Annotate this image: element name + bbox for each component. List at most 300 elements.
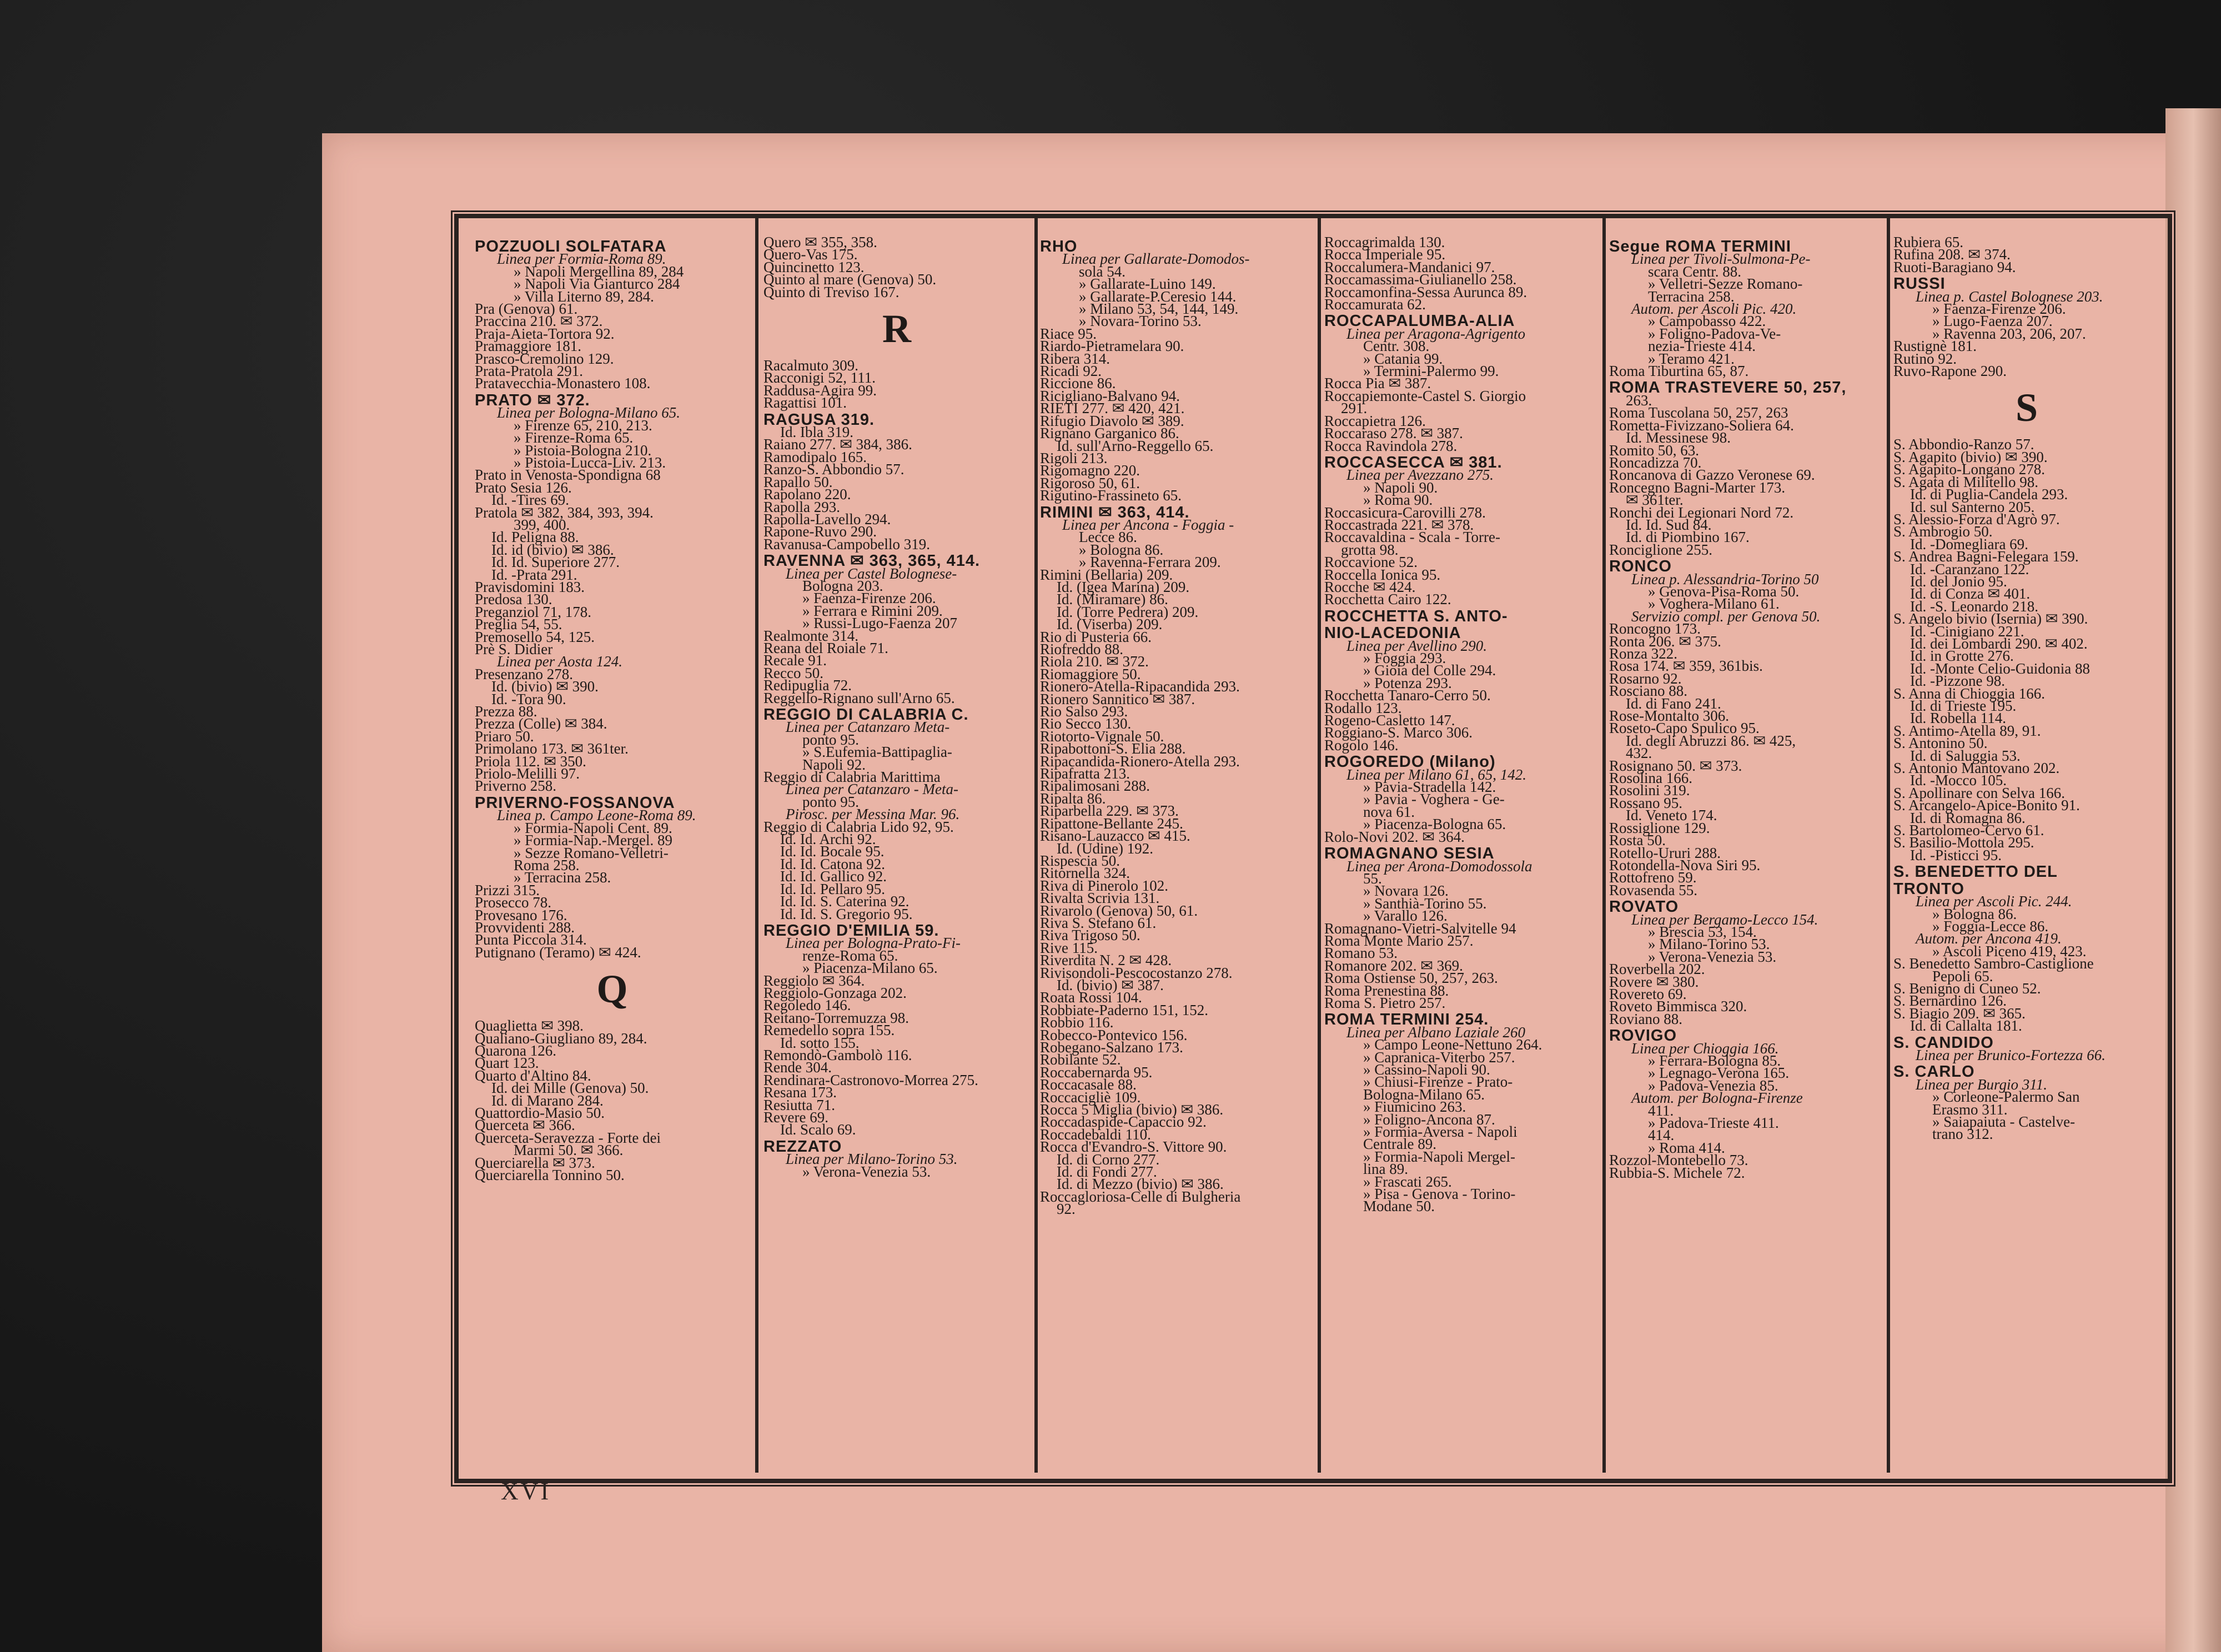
index-entry: Linea per Brunico-Fortezza 66. <box>1916 1046 2106 1063</box>
index-entry: Prato in Venosta-Spondigna 68 <box>475 466 661 484</box>
index-entry: Roccabernarda 95. <box>1040 1063 1153 1081</box>
index-entry: » Voghera-Milano 61. <box>1648 595 1780 612</box>
index-entry: Roccapietra 126. <box>1324 412 1426 429</box>
index-entry: Linea per Arona-Domodossola <box>1346 857 1532 875</box>
index-entry: Id. -S. Leonardo 218. <box>1910 597 2038 615</box>
index-entry: Quinto di Treviso 167. <box>763 283 900 300</box>
index-entry: » Santhià-Torino 55. <box>1363 895 1487 912</box>
index-entry: » Campo Leone-Nettuno 264. <box>1363 1036 1542 1053</box>
index-entry: Roccadebaldi 110. <box>1040 1126 1151 1143</box>
index-entry: » Potenza 293. <box>1363 674 1452 691</box>
index-entry: Priaro 50. <box>475 727 534 745</box>
index-entry: » Terracina 258. <box>514 869 611 886</box>
index-entry: Rive 115. <box>1040 939 1098 956</box>
index-column-6 <box>1893 236 2160 1466</box>
index-entry: Riace 95. <box>1040 325 1097 342</box>
index-entry: Roccella Ionica 95. <box>1324 566 1441 583</box>
index-entry: Rutino 92. <box>1893 350 1957 367</box>
index-entry: Roviano 88. <box>1609 1010 1682 1027</box>
index-entry: Id. Id. Sud 84. <box>1626 516 1712 533</box>
index-entry: Quattordio-Masio 50. <box>475 1104 605 1121</box>
index-entry: Rocca 5 Miglia (bivio) ✉ 386. <box>1040 1101 1224 1118</box>
index-entry: Ronciglione 255. <box>1609 541 1712 558</box>
index-entry: Id. di Mezzo (bivio) ✉ 386. <box>1057 1176 1224 1193</box>
index-entry: » Ravenna 203, 206, 207. <box>1932 325 2086 342</box>
index-entry: Roccacigliè 109. <box>1040 1088 1141 1106</box>
index-entry: Id. Id. S. Gregorio 95. <box>780 905 913 922</box>
index-entry: Rottofreno 59. <box>1609 869 1697 886</box>
index-entry: » Corleone-Palermo San <box>1932 1088 2080 1106</box>
index-entry: Rosciano 88. <box>1609 682 1687 700</box>
index-entry: Erasmo 311. <box>1932 1101 2008 1118</box>
index-heading: RAVENNA ✉ 363, 365, 414. <box>763 552 981 570</box>
index-column-3 <box>1040 236 1313 1466</box>
index-entry: lina 89. <box>1363 1161 1408 1178</box>
index-entry: Ruvo-Rapone 290. <box>1893 363 2007 380</box>
index-entry: Reggio di Calabria Marittima <box>763 769 941 786</box>
index-entry: Autom. per Ancona 419. <box>1916 930 2062 947</box>
index-entry: Roccamonfina-Sessa Aurunca 89. <box>1324 283 1527 300</box>
index-entry: Id. degli Abruzzi 86. ✉ 425, <box>1626 732 1796 749</box>
index-entry: » Formia-Aversa - Napoli <box>1363 1123 1517 1141</box>
index-entry: Pratola ✉ 382, 384, 393, 394. <box>475 504 654 521</box>
index-entry: Rozzol-Montebello 73. <box>1609 1152 1748 1169</box>
index-heading: S. BENEDETTO DEL <box>1893 863 2058 881</box>
index-heading: ROVIGO <box>1609 1027 1677 1045</box>
index-entry: S. Bernardino 126. <box>1893 992 2007 1010</box>
column-divider <box>1034 217 1038 1473</box>
index-entry: RIETI 277. ✉ 420, 421. <box>1040 400 1185 417</box>
index-entry: 291. <box>1341 400 1368 417</box>
index-entry: Linea per Catanzaro Meta- <box>786 719 950 736</box>
index-entry: Id. Peligna 88. <box>491 529 579 546</box>
index-entry: Linea per Aragona-Agrigento <box>1346 325 1525 342</box>
index-entry: Roccadaspide-Capaccio 92. <box>1040 1113 1207 1131</box>
section-letter: S <box>2015 385 2038 430</box>
index-entry: Preganziol 71, 178. <box>475 603 591 620</box>
index-entry: Ripacandida-Rionero-Atella 293. <box>1040 752 1240 770</box>
index-entry: » Padova-Trieste 411. <box>1648 1114 1779 1132</box>
index-entry: Linea per Gallarate-Domodos- <box>1062 250 1250 268</box>
index-entry: Quart 123. <box>475 1055 539 1072</box>
index-entry: Linea per Bologna-Milano 65. <box>497 404 680 421</box>
index-entry: Linea per Burgio 311. <box>1916 1076 2047 1093</box>
index-entry: Rose-Montalto 306. <box>1609 707 1729 725</box>
index-entry: » Varallo 126. <box>1363 907 1448 925</box>
index-entry: Rotello-Ururi 288. <box>1609 844 1721 861</box>
index-entry: Id. Id. S. Caterina 92. <box>780 893 909 910</box>
index-entry: Quaglietta ✉ 398. <box>475 1017 584 1035</box>
index-entry: Rapolla 293. <box>763 498 840 515</box>
index-entry: Linea per Bologna-Prato-Fi- <box>786 935 961 952</box>
index-entry: » Pisa - Genova - Torino- <box>1363 1186 1516 1203</box>
index-entry: » Milano 53, 54, 144, 149. <box>1079 300 1239 318</box>
index-entry: Pratavecchia-Monastero 108. <box>475 375 651 392</box>
index-entry: Autom. per Ascoli Pic. 420. <box>1631 300 1797 318</box>
index-entry: Riomaggiore 50. <box>1040 665 1141 682</box>
index-entry: Punta Piccola 314. <box>475 931 587 948</box>
index-entry: Racconigi 52, 111. <box>763 369 876 386</box>
index-entry: 411. <box>1648 1102 1674 1119</box>
index-entry: Id. -Domegliara 69. <box>1910 535 2028 553</box>
index-entry: Rivarolo (Genova) 50, 61. <box>1040 902 1198 919</box>
index-entry: Ripalimosani 288. <box>1040 777 1150 795</box>
index-entry: S. Arcangelo-Apice-Bonito 91. <box>1893 797 2080 814</box>
index-entry: Rovere ✉ 380. <box>1609 973 1699 990</box>
index-entry: Centr. 308. <box>1363 338 1430 355</box>
index-entry: S. Andrea Bagni-Felegara 159. <box>1893 548 2079 565</box>
index-entry: Roseto-Capo Spulico 95. <box>1609 720 1760 737</box>
index-entry: Roncadizza 70. <box>1609 454 1702 471</box>
index-entry: Revere 69. <box>763 1109 828 1126</box>
index-entry: Rosignano 50. ✉ 373. <box>1609 757 1742 774</box>
index-entry: Recale 91. <box>763 652 827 669</box>
index-entry: Rogeno-Casletto 147. <box>1324 712 1455 729</box>
index-entry: Rubiera 65. <box>1893 236 1963 250</box>
index-entry: Rosarno 92. <box>1609 670 1682 687</box>
index-entry: Ruoti-Baragiano 94. <box>1893 258 2016 275</box>
index-entry: Id. (bivio) ✉ 390. <box>491 678 599 695</box>
index-entry: Romanore 202. ✉ 369. <box>1324 957 1463 974</box>
index-entry: Qualiano-Giugliano 89, 284. <box>475 1030 647 1047</box>
index-entry: Id. Id. Superiore 277. <box>491 554 620 571</box>
index-entry: Ragattisi 101. <box>763 394 847 411</box>
index-entry: Roma Prenestina 88. <box>1324 982 1449 999</box>
index-entry: Prato Sesia 126. <box>475 479 572 496</box>
index-entry: » Bologna 86. <box>1079 541 1164 558</box>
index-entry: Linea per Ancona - Foggia - <box>1062 516 1234 533</box>
index-heading: NIO-LACEDONIA <box>1324 624 1461 642</box>
index-entry: Rodallo 123. <box>1324 699 1402 716</box>
index-entry: Roncogno 173. <box>1609 620 1701 637</box>
index-entry: » Piacenza-Bologna 65. <box>1363 816 1506 833</box>
index-entry: » Chiusi-Firenze - Prato- <box>1363 1073 1513 1091</box>
index-entry: » Bologna 86. <box>1932 905 2017 922</box>
index-entry: Quero-Vas 175. <box>763 246 858 263</box>
index-entry: Riotorto-Vignale 50. <box>1040 727 1164 745</box>
index-entry: Roccagloriosa-Celle di Bulgheria <box>1040 1188 1241 1205</box>
index-entry: Roma Monte Mario 257. <box>1324 932 1474 949</box>
index-entry: Napoli 92. <box>802 756 866 773</box>
index-entry: Recco 50. <box>763 664 823 681</box>
index-entry: Rigomagno 220. <box>1040 462 1140 479</box>
index-column-5 <box>1609 236 1882 1466</box>
index-entry: Roccamassima-Giulianello 258. <box>1324 271 1517 288</box>
index-entry: Roma 258. <box>514 856 580 873</box>
index-heading: REGGIO D'EMILIA 59. <box>763 921 939 940</box>
index-entry: Id. Id. Archi 92. <box>780 831 876 848</box>
index-heading: ROGOREDO (Milano) <box>1324 753 1496 771</box>
index-entry: Roccaraso 278. ✉ 387. <box>1324 425 1463 442</box>
index-entry: Bologna-Milano 65. <box>1363 1086 1485 1103</box>
index-entry: Rigoli 213. <box>1040 449 1108 466</box>
index-heading: RONCO <box>1609 558 1672 576</box>
index-entry: renze-Roma 65. <box>802 947 898 964</box>
index-entry: Id. (Torre Pedrera) 209. <box>1057 603 1199 620</box>
index-column-4 <box>1324 236 1598 1466</box>
index-entry: ponto 95. <box>802 731 860 748</box>
index-heading: ROCCAPALUMBA-ALIA <box>1324 312 1515 330</box>
index-entry: Linea per Albano Laziale 260 <box>1346 1023 1526 1041</box>
index-entry: Rocca d'Evandro-S. Vittore 90. <box>1040 1138 1227 1156</box>
index-entry: Rovereto 69. <box>1609 985 1687 1002</box>
index-entry: Id. di Trieste 195. <box>1910 697 2017 714</box>
index-entry: Linea per Milano 61, 65, 142. <box>1346 766 1526 783</box>
index-entry: S. Bartolomeo-Cervo 61. <box>1893 822 2044 839</box>
index-column-2 <box>763 236 1030 1466</box>
index-entry: Riverdita N. 2 ✉ 428. <box>1040 952 1172 969</box>
index-entry: Racalmuto 309. <box>763 357 858 374</box>
index-entry: Riola 210. ✉ 372. <box>1040 653 1149 670</box>
index-entry: Ronchi dei Legionari Nord 72. <box>1609 504 1794 521</box>
index-entry: Linea per Bergamo-Lecco 154. <box>1631 911 1818 928</box>
index-entry: S. Antimo-Atella 89, 91. <box>1893 722 2041 739</box>
index-entry: Rossano 95. <box>1609 794 1683 811</box>
index-entry: Rifugio Diavolo ✉ 389. <box>1040 412 1184 429</box>
index-entry: Rignano Garganico 86. <box>1040 425 1179 442</box>
index-entry: ✉ 361ter. <box>1626 491 1684 509</box>
index-entry: Robbio 116. <box>1040 1014 1114 1031</box>
index-entry: 55. <box>1363 870 1382 887</box>
index-entry: Lecce 86. <box>1079 529 1137 546</box>
index-entry: Realmonte 314. <box>763 627 858 644</box>
index-entry: Id. di Piombino 167. <box>1626 529 1750 546</box>
page-edge <box>2165 108 2221 1652</box>
index-entry: Id. di Fondi 277. <box>1057 1163 1157 1181</box>
index-entry: S. Alessio-Forza d'Agrò 97. <box>1893 510 2060 528</box>
index-entry: Roncegno Bagni-Marter 173. <box>1609 479 1786 496</box>
index-entry: Id. di Saluggia 53. <box>1910 747 2021 764</box>
index-entry: Rocche ✉ 424. <box>1324 578 1416 595</box>
index-entry: S. Abbondio-Ranzo 57. <box>1893 436 2034 453</box>
index-entry: Romagnano-Vietri-Salvitelle 94 <box>1324 920 1516 937</box>
index-entry: » Gallarate-Luino 149. <box>1079 275 1216 293</box>
index-entry: Linea p. Alessandria-Torino 50 <box>1631 570 1819 588</box>
index-entry: » Ferrara-Bologna 85. <box>1648 1052 1781 1069</box>
index-entry: Reggiolo ✉ 364. <box>763 972 865 989</box>
index-entry: Querceta-Seravezza - Forte dei <box>475 1129 661 1146</box>
index-entry: S. Benedetto Sambro-Castiglione <box>1893 955 2094 972</box>
index-entry: nova 61. <box>1363 803 1415 820</box>
index-entry: Rustignè 181. <box>1893 338 1977 355</box>
index-entry: Ripattone-Bellante 245. <box>1040 815 1183 832</box>
index-entry: Pravisdomini 183. <box>475 578 585 595</box>
index-entry: Rigoroso 50, 61. <box>1040 474 1140 491</box>
index-entry: Id. di Callalta 181. <box>1910 1017 2022 1035</box>
index-entry: » Verona-Venezia 53. <box>1648 948 1777 965</box>
index-entry: » Formia-Napoli Cent. 89. <box>514 819 672 836</box>
index-entry: Id. del Jonio 95. <box>1910 573 2007 590</box>
index-entry: Id. dei Mille (Genova) 50. <box>491 1079 649 1097</box>
index-entry: Preglia 54, 55. <box>475 616 562 633</box>
index-entry: » Pistoia-Lucca-Liv. 213. <box>514 454 666 471</box>
index-entry: Id. dei Lombardi 290. ✉ 402. <box>1910 635 2088 652</box>
index-entry: » Capranica-Viterbo 257. <box>1363 1048 1515 1066</box>
index-entry: Id. Robella 114. <box>1910 710 2006 727</box>
index-heading: S. CANDIDO <box>1893 1033 1994 1052</box>
index-entry: Id. Messinese 98. <box>1626 429 1731 446</box>
index-entry: » Pavia-Stradella 142. <box>1363 779 1496 796</box>
index-entry: Roveto Bimmisca 320. <box>1609 998 1747 1015</box>
index-entry: Quincinetto 123. <box>763 258 865 275</box>
index-entry: Roccacasale 88. <box>1040 1076 1137 1093</box>
index-entry: S. Antonino 50. <box>1893 735 1988 752</box>
index-entry: Rosolini 319. <box>1609 782 1690 799</box>
index-heading: PRIVERNO-FOSSANOVA <box>475 794 675 812</box>
index-entry: Quero ✉ 355, 358. <box>763 236 877 250</box>
index-entry: Roncanova di Gazzo Veronese 69. <box>1609 466 1815 484</box>
index-entry: Bologna 203. <box>802 577 883 594</box>
index-heading: RIMINI ✉ 363, 414. <box>1040 503 1190 521</box>
index-entry: » Brescia 53, 154. <box>1648 923 1757 940</box>
index-entry: Raddusa-Agira 99. <box>763 381 877 399</box>
index-entry: Linea per Milano-Torino 53. <box>786 1151 958 1168</box>
index-entry: ponto 95. <box>802 793 860 810</box>
index-entry: » Padova-Venezia 85. <box>1648 1077 1778 1094</box>
index-entry: Rocchetta Cairo 122. <box>1324 591 1451 608</box>
index-entry: Provvidenti 288. <box>475 918 575 936</box>
index-entry: Regoledo 146. <box>763 997 851 1014</box>
index-entry: Rapone-Ruvo 290. <box>763 523 877 540</box>
index-entry: Pepoli 65. <box>1932 967 1993 985</box>
index-entry: Autom. per Bologna-Firenze <box>1631 1089 1803 1107</box>
index-entry: Roma Tuscolana 50, 257, 263 <box>1609 404 1788 421</box>
index-entry: Roccapiemonte-Castel S. Giorgio <box>1324 387 1526 404</box>
index-entry: Id. Id. Catona 92. <box>780 855 885 872</box>
index-entry: Linea p. Castel Bolognese 203. <box>1916 288 2103 305</box>
index-entry: Ripalta 86. <box>1040 790 1106 807</box>
index-entry: S. Antonio Mantovano 202. <box>1893 760 2060 777</box>
index-entry: Id. -Mocco 105. <box>1910 772 2007 789</box>
index-entry: 263. <box>1626 391 1652 409</box>
index-entry: » Villa Literno 89, 284. <box>514 288 654 305</box>
index-heading: ROMAGNANO SESIA <box>1324 845 1495 863</box>
index-entry: Id. di Corno 277. <box>1057 1151 1160 1168</box>
index-entry: Linea per Avellino 290. <box>1346 637 1487 654</box>
index-entry: » Ravenna-Ferrara 209. <box>1079 554 1221 571</box>
section-letter: Q <box>596 967 628 1012</box>
index-entry: Ricigliano-Balvano 94. <box>1040 387 1180 404</box>
index-heading: ROMA TRASTEVERE 50, 257, <box>1609 379 1847 397</box>
index-entry: Ritornella 324. <box>1040 865 1130 882</box>
index-entry: Ronta 206. ✉ 375. <box>1609 632 1721 650</box>
index-entry: Roccavaldina - Scala - Torre- <box>1324 529 1500 546</box>
index-entry: nezia-Trieste 414. <box>1648 338 1756 355</box>
index-entry: Risano-Lauzacco ✉ 415. <box>1040 827 1190 845</box>
index-entry: Id. Id. Bocale 95. <box>780 843 885 860</box>
index-entry: Id. Id. Gallico 92. <box>780 868 887 885</box>
index-entry: » Fiumicino 263. <box>1363 1098 1466 1116</box>
index-entry: Reana del Roiale 71. <box>763 639 888 656</box>
index-entry: Rogolo 146. <box>1324 736 1399 754</box>
index-entry: » Napoli Mergellina 89, 284 <box>514 263 684 280</box>
index-entry: Ronza 322. <box>1609 645 1677 662</box>
index-entry: Pra (Genova) 61. <box>475 300 578 318</box>
index-entry: Linea p. Campo Leone-Roma 89. <box>497 807 696 824</box>
index-heading: RAGUSA 319. <box>763 410 875 429</box>
index-entry: 414. <box>1648 1127 1675 1144</box>
index-entry: » Velletri-Sezze Romano- <box>1648 275 1803 293</box>
index-entry: Rapallo 50. <box>763 473 833 490</box>
index-entry: Prasco-Cremolino 129. <box>475 350 614 367</box>
index-entry: Linea per Tivoli-Sulmona-Pe- <box>1631 250 1811 268</box>
index-entry: Querciarella ✉ 373. <box>475 1154 595 1171</box>
index-entry: Id. Scalo 69. <box>780 1121 856 1138</box>
index-entry: Roma Ostiense 50, 257, 263. <box>1324 970 1498 987</box>
index-entry: Romano 53. <box>1324 945 1398 962</box>
index-entry: Quarto d'Altino 84. <box>475 1067 591 1084</box>
index-entry: Presenzano 278. <box>475 665 573 682</box>
index-heading: ROMA TERMINI 254. <box>1324 1011 1489 1029</box>
index-entry: Robegano-Salzano 173. <box>1040 1039 1183 1056</box>
index-entry: » Foggia 293. <box>1363 650 1446 666</box>
index-entry: Roccavione 52. <box>1324 554 1418 571</box>
index-entry: » Cassino-Napoli 90. <box>1363 1061 1490 1078</box>
index-entry: Remedello sopra 155. <box>763 1022 895 1039</box>
index-entry: Reggiolo-Gonzaga 202. <box>763 984 907 1001</box>
index-entry: Rocca Ravindola 278. <box>1324 437 1458 454</box>
index-heading: REGGIO DI CALABRIA C. <box>763 706 969 724</box>
index-entry: Id. di Fano 241. <box>1626 695 1721 712</box>
index-entry: Roccalumera-Mandanici 97. <box>1324 258 1495 275</box>
index-entry: » Catania 99. <box>1363 350 1443 367</box>
index-entry: » Roma 90. <box>1363 491 1433 509</box>
index-entry: Prizzi 315. <box>475 881 540 898</box>
index-entry: » Napoli Via Gianturco 284 <box>514 275 680 293</box>
index-entry: Reggello-Rignano sull'Arno 65. <box>763 689 955 706</box>
index-entry: S. Biagio 209. ✉ 365. <box>1893 1005 2026 1022</box>
index-entry: » Termini-Palermo 99. <box>1363 363 1499 380</box>
index-entry: Rigutino-Frassineto 65. <box>1040 487 1182 504</box>
index-entry: Id. Veneto 174. <box>1626 807 1717 824</box>
index-entry: Rendinara-Castronovo-Morrea 275. <box>763 1071 978 1088</box>
index-entry: Rocca Imperiale 95. <box>1324 246 1446 263</box>
index-entry: » Foligno-Ancona 87. <box>1363 1111 1495 1128</box>
index-entry: Rocca Pia ✉ 387. <box>1324 375 1431 392</box>
index-entry: Id. (Udine) 192. <box>1057 840 1153 857</box>
index-entry: Linea per Catanzaro - Meta- <box>786 781 958 798</box>
index-entry: Romito 50, 63. <box>1609 441 1700 459</box>
index-entry: Prezza (Colle) ✉ 384. <box>475 715 607 732</box>
index-entry: S. Benigno di Cuneo 52. <box>1893 980 2041 997</box>
index-entry: Linea per Avezzano 275. <box>1346 466 1494 484</box>
index-entry: Rotondella-Nova Siri 95. <box>1609 856 1761 873</box>
index-entry: » Firenze-Roma 65. <box>514 429 634 446</box>
index-entry: Prata-Pratola 291. <box>475 363 583 380</box>
index-entry: Riccione 86. <box>1040 375 1116 392</box>
index-entry: Rolo-Novi 202. ✉ 364. <box>1324 828 1465 845</box>
index-entry: S. Agata di Militello 98. <box>1893 473 2038 490</box>
index-entry: » Genova-Pisa-Roma 50. <box>1648 583 1800 600</box>
index-entry: Id. Id. Pellaro 95. <box>780 880 885 897</box>
index-entry: » Ascoli Piceno 419, 423. <box>1932 942 2087 960</box>
index-entry: Id. sul Santerno 205. <box>1910 498 2035 515</box>
index-entry: Rio Salso 293. <box>1040 703 1128 720</box>
index-entry: » Frascati 265. <box>1363 1173 1452 1190</box>
index-entry: Putignano (Teramo) ✉ 424. <box>475 943 641 961</box>
index-entry: Rio Secco 130. <box>1040 715 1132 732</box>
index-entry: » Pistoia-Bologna 210. <box>514 441 652 459</box>
index-entry: » Piacenza-Milano 65. <box>802 960 938 977</box>
index-entry: Prosecco 78. <box>475 894 551 911</box>
index-entry: » Formia-Napoli Mergel- <box>1363 1148 1515 1165</box>
index-entry: Roccamurata 62. <box>1324 296 1426 313</box>
index-entry: » Ferrara e Rimini 209. <box>802 602 943 619</box>
index-entry: sola 54. <box>1079 263 1125 280</box>
column-divider <box>1887 217 1890 1473</box>
index-entry: » Verona-Venezia 53. <box>802 1163 931 1180</box>
index-heading: ROCCASECCA ✉ 381. <box>1324 453 1503 471</box>
